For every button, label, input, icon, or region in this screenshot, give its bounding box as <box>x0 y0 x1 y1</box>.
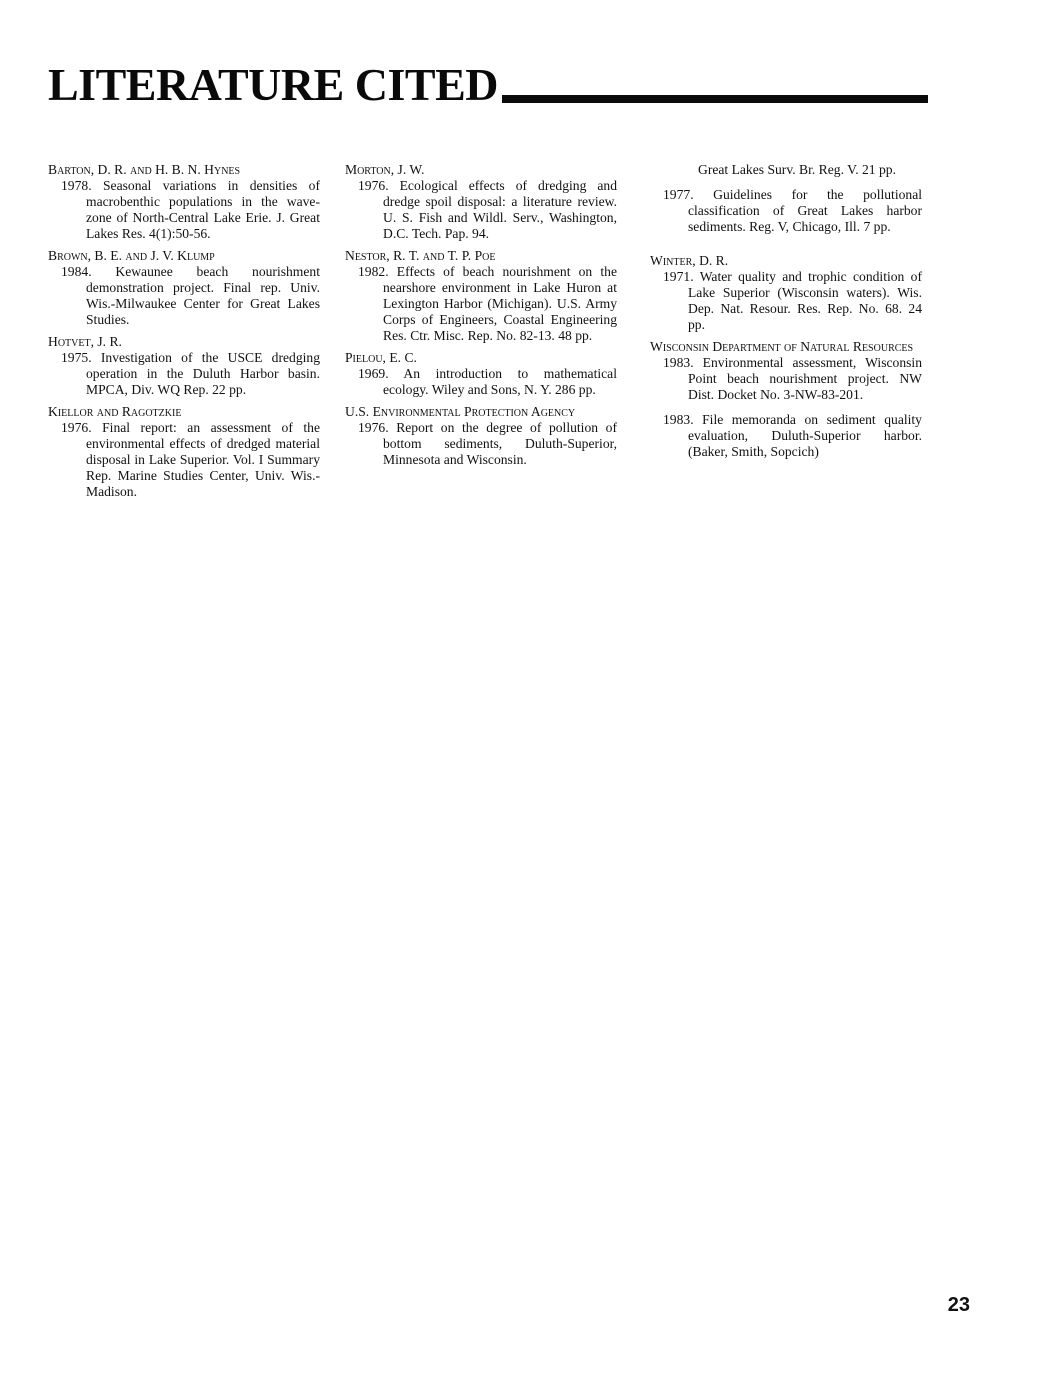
reference-year: 1983. <box>663 355 694 370</box>
reference-text: Seasonal variations in densities of macrobenthic populations in the wave-zone of North-Central Lake Erie. J. Great Lakes Res. 4(1):50-56. <box>86 178 320 241</box>
reference-entry <box>345 248 617 344</box>
reference-item <box>345 264 617 344</box>
reference-entry <box>48 404 320 500</box>
reference-text: Report on the degree of pollution of bottom sediments, Duluth-Superior, Minnesota and Wisconsin. <box>383 420 617 467</box>
reference-column-2 <box>345 162 617 474</box>
reference-author: Hotvet, J. R. <box>48 334 122 349</box>
reference-column-1 <box>48 162 320 506</box>
reference-author: Brown, B. E. and J. V. Klump <box>48 248 215 263</box>
reference-entry <box>48 248 320 328</box>
reference-item <box>48 178 320 242</box>
reference-year: 1969. <box>358 366 389 381</box>
section-header <box>48 58 928 108</box>
reference-item <box>48 420 320 500</box>
reference-author: Kiellor and Ragotzkie <box>48 404 182 419</box>
reference-year: 1977. <box>663 187 694 202</box>
reference-entry <box>345 350 617 398</box>
reference-item <box>650 355 922 403</box>
reference-entry <box>48 162 320 242</box>
reference-year: 1971. <box>663 269 694 284</box>
reference-year: 1983. <box>663 412 694 427</box>
reference-author: Barton, D. R. and H. B. N. Hynes <box>48 162 241 177</box>
reference-column-3 <box>650 162 922 466</box>
reference-item <box>345 178 617 242</box>
reference-entry <box>650 187 922 235</box>
reference-author: U.S. Environmental Protection Agency <box>345 404 576 419</box>
reference-continuation: Great Lakes Surv. Br. Reg. V. 21 pp. <box>698 162 896 177</box>
title-rule <box>502 95 928 103</box>
reference-text: Final report: an assessment of the environmental effects of dredged material disposal in Lake Superior. Vol. I Summary Rep. Marine Studies Center, Univ. Wis.-Madison. <box>86 420 320 499</box>
reference-entry <box>48 334 320 398</box>
reference-year: 1982. <box>358 264 389 279</box>
reference-text: Ecological effects of dredging and dredge spoil disposal: a literature review. U. S. Fish and Wildl. Serv., Washington, D.C. Tech. Pap. 94. <box>383 178 618 241</box>
reference-item <box>650 187 922 235</box>
reference-entry <box>650 253 922 333</box>
reference-year: 1976. <box>358 420 389 435</box>
section-title: LITERATURE CITED <box>48 59 498 110</box>
reference-item <box>48 264 320 328</box>
reference-author: Winter, D. R. <box>650 253 729 268</box>
reference-year: 1975. <box>61 350 92 365</box>
reference-item <box>650 269 922 333</box>
reference-text: Environmental assessment, Wisconsin Point beach nourishment project. NW Dist. Docket No. 3-NW-83-201. <box>688 355 922 402</box>
reference-year: 1984. <box>61 264 92 279</box>
reference-author: Wisconsin Department of Natural Resources <box>650 339 914 354</box>
reference-year: 1976. <box>61 420 92 435</box>
reference-text: Guidelines for the pollutional classification of Great Lakes harbor sediments. Reg. V, Chicago, Ill. 7 pp. <box>688 187 923 234</box>
reference-author: Nestor, R. T. and T. P. Poe <box>345 248 496 263</box>
reference-year: 1976. <box>358 178 389 193</box>
reference-author: Pielou, E. C. <box>345 350 417 365</box>
reference-entry <box>345 404 617 468</box>
reference-author: Morton, J. W. <box>345 162 425 177</box>
page-number: 23 <box>947 1294 970 1316</box>
reference-item <box>345 366 617 398</box>
reference-text: Effects of beach nourishment on the nearshore environment in Lake Huron at Lexington Harbor (Michigan). U.S. Army Corps of Engineers, Coastal Engineering Res. Ctr. Misc. Rep. No. 82-13. 48 pp. <box>383 264 617 343</box>
reference-entry <box>345 162 617 242</box>
reference-text: Investigation of the USCE dredging operation in the Duluth Harbor basin. MPCA, Div. WQ Rep. 22 pp. <box>86 350 320 397</box>
reference-year: 1978. <box>61 178 92 193</box>
reference-text: Kewaunee beach nourishment demonstration project. Final rep. Univ. Wis.-Milwaukee Center for Great Lakes Studies. <box>86 264 320 327</box>
reference-item <box>48 350 320 398</box>
reference-text: Water quality and trophic condition of Lake Superior (Wisconsin waters). Wis. Dep. Nat. Resour. Res. Rep. No. 68. 24 pp. <box>688 269 922 332</box>
reference-item <box>650 412 922 460</box>
reference-text: An introduction to mathematical ecology. Wiley and Sons, N. Y. 286 pp. <box>383 366 617 397</box>
reference-entry <box>650 339 922 460</box>
reference-text: File memoranda on sediment quality evaluation, Duluth-Superior harbor. (Baker, Smith, Sopcich) <box>688 412 922 459</box>
reference-item <box>345 420 617 468</box>
